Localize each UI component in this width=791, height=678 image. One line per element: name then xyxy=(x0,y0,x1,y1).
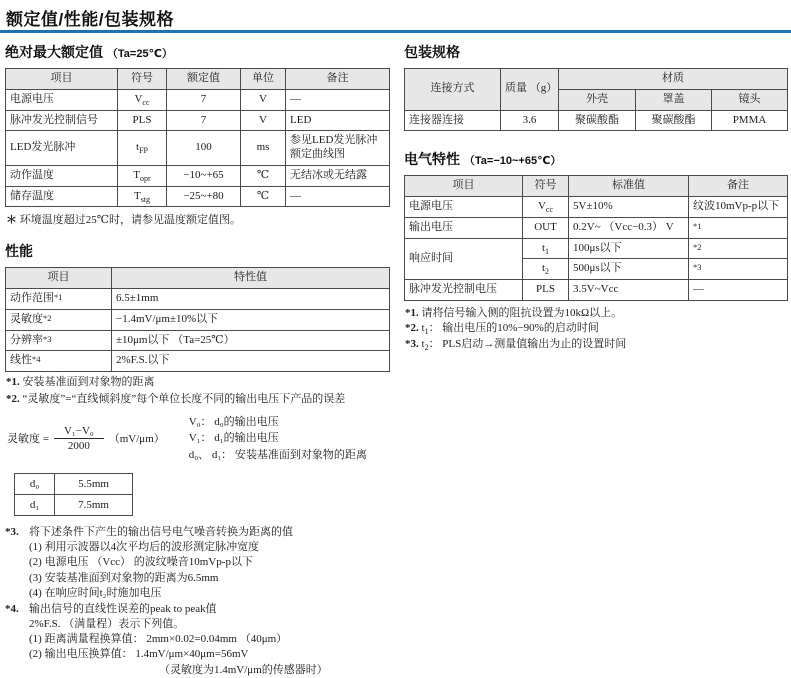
cell-value: ±10μm以下 （Ta=25℃） xyxy=(112,330,390,351)
table-row xyxy=(15,474,133,495)
column-header-mass: 质量 （g） xyxy=(501,69,559,111)
note-item: (4) 在响应时间t₂时施加电压 xyxy=(29,586,162,599)
note-item: (3) 安装基准面到对象物的距离为6.5mm xyxy=(29,571,219,584)
cell-remark: LED xyxy=(286,110,390,131)
cell-unit: V xyxy=(241,110,286,131)
cell-remark: 参见LED发光脉冲额定曲线图 xyxy=(286,131,390,166)
footnote-star: ＊ xyxy=(6,214,17,227)
table-row xyxy=(6,165,390,186)
cell-unit: V xyxy=(241,89,286,110)
formula-denominator: 2000 xyxy=(67,439,90,452)
cell-d-symbol: d₁ xyxy=(15,495,55,516)
cell-symbol: OUT xyxy=(523,217,569,238)
cell-item: 灵敏度$^{*2}$ xyxy=(6,309,112,330)
electrical-heading xyxy=(404,149,788,169)
performance-table xyxy=(5,267,390,372)
note-3-block xyxy=(5,525,389,601)
cell-rating: 100 xyxy=(167,131,241,166)
cell-value: 6.5±1mm xyxy=(112,289,390,310)
note-item: (2) 电源电压 （Vcc） 的波纹噪音10mVp-p以下 xyxy=(29,556,253,569)
cell-symbol: $t_2$ xyxy=(523,259,569,280)
table-row xyxy=(6,309,390,330)
performance-header-row xyxy=(6,268,390,289)
left-column xyxy=(5,40,389,678)
table-row xyxy=(6,110,390,131)
packaging-table xyxy=(404,68,788,131)
column-header-item: 项目 xyxy=(6,268,112,289)
table-row xyxy=(405,238,788,259)
table-row xyxy=(405,197,788,218)
cell-symbol: PLS xyxy=(523,280,569,301)
table-row xyxy=(6,330,390,351)
cell-standard: 100μs以下 xyxy=(569,238,689,259)
abs-max-heading xyxy=(5,42,389,62)
cell-symbol: $V_{cc}$ xyxy=(523,197,569,218)
right-column xyxy=(404,40,788,353)
cell-item: 脉冲发光控制电压 xyxy=(405,280,523,301)
column-header-connection: 连接方式 xyxy=(405,69,501,111)
cell-symbol: $T_{stg}$ xyxy=(118,186,167,207)
abs-max-heading-text: 绝对最大额定值 xyxy=(5,44,103,60)
cell-lens: PMMA xyxy=(712,110,788,131)
column-header-value: 特性值 xyxy=(112,268,390,289)
electrical-table xyxy=(404,175,788,301)
abs-max-header-row xyxy=(6,69,390,90)
cell-item: 电源电压 xyxy=(6,89,118,110)
perf-note-1: *1. 安装基准面到对象物的距离 xyxy=(6,376,155,388)
electrical-note-3: *3. $t_2$： PLS启动→测量值输出为止的设置时间 xyxy=(405,337,627,353)
formula-unit: （mV/μm） xyxy=(108,433,165,446)
note-ref: *4. xyxy=(5,602,19,615)
note-item: (1) 距离满量程换算值： 2mm×0.02=0.04mm （40μm） xyxy=(29,633,288,646)
cell-item: 分辨率$^{*3}$ xyxy=(6,330,112,351)
cell-symbol: $T_{opr}$ xyxy=(118,165,167,186)
note-4-block xyxy=(5,602,389,678)
cell-item: 动作范围$^{*1}$ xyxy=(6,289,112,310)
note-text: 输出信号的直线性误差的peak to peak值 xyxy=(29,602,217,615)
cell-item: 输出电压 xyxy=(405,217,523,238)
cell-item: 线性$^{*4}$ xyxy=(6,351,112,372)
table-row xyxy=(6,186,390,207)
packaging-heading: 包装规格 xyxy=(404,44,460,60)
table-row xyxy=(405,110,788,131)
distance-table xyxy=(14,473,133,516)
column-header-cover: 罩盖 xyxy=(636,89,712,110)
cell-item: 响应时间 xyxy=(405,238,523,280)
note-text: 将下述条件下产生的输出信号电气噪音转换为距离的值 xyxy=(29,526,293,539)
cell-rating: −25~+80 xyxy=(167,186,241,207)
column-header-symbol: 符号 xyxy=(118,69,167,90)
cell-symbol: $V_{cc}$ xyxy=(118,89,167,110)
cell-item: 动作温度 xyxy=(6,165,118,186)
column-header-item: 项目 xyxy=(405,176,523,197)
electrical-notes xyxy=(405,306,788,353)
cell-rating: 7 xyxy=(167,89,241,110)
cell-standard: 5V±10% xyxy=(569,197,689,218)
cell-remark: 纹波10mVp-p以下 xyxy=(689,197,788,218)
column-header-standard: 标准值 xyxy=(569,176,689,197)
cell-symbol: PLS xyxy=(118,110,167,131)
formula-fraction xyxy=(54,425,104,452)
note-item: （灵敏度为1.4mV/μm的传感器时） xyxy=(159,663,328,676)
note-ref: *3. xyxy=(5,526,19,539)
column-header-remark: 备注 xyxy=(689,176,788,197)
table-row xyxy=(15,495,133,516)
electrical-condition: （Ta=−10~+65℃） xyxy=(463,155,562,168)
cell-d-symbol: d₀ xyxy=(15,474,55,495)
cell-mass: 3.6 xyxy=(501,110,559,131)
cell-cover: 聚碳酸酯 xyxy=(636,110,712,131)
cell-standard: 500μs以下 xyxy=(569,259,689,280)
cell-value: −1.4mV/μm±10%以下 xyxy=(112,309,390,330)
note-item: (1) 利用示波器以4次平均后的波形测定脉冲宽度 xyxy=(29,541,260,554)
packaging-header-row-1 xyxy=(405,69,788,90)
cell-symbol: $t_{FP}$ xyxy=(118,131,167,166)
page-title: 额定值/性能/包装规格 xyxy=(6,10,174,29)
formula-numerator: V₁−V₀ xyxy=(54,425,104,439)
note-4-items xyxy=(29,617,389,678)
cell-remark: *1 xyxy=(689,217,788,238)
cell-rating: 7 xyxy=(167,110,241,131)
abs-max-condition: （Ta=25℃） xyxy=(106,48,173,60)
cell-remark: — xyxy=(689,280,788,301)
cell-remark: — xyxy=(286,89,390,110)
table-row xyxy=(6,289,390,310)
cell-unit: ℃ xyxy=(241,165,286,186)
column-header-lens: 镜头 xyxy=(712,89,788,110)
note-item: 2%F.S. （满量程）表示下列值。 xyxy=(29,618,185,631)
title-divider xyxy=(0,30,791,33)
table-row xyxy=(6,351,390,372)
cell-remark: 无结冰或无结露 xyxy=(286,165,390,186)
cell-rating: −10~+65 xyxy=(167,165,241,186)
column-header-symbol: 符号 xyxy=(523,176,569,197)
cell-item: 储存温度 xyxy=(6,186,118,207)
abs-max-table xyxy=(5,68,390,207)
cell-symbol: $t_1$ xyxy=(523,238,569,259)
cell-remark: — xyxy=(286,186,390,207)
cell-remark: *2 xyxy=(689,238,788,259)
cell-item: 电源电压 xyxy=(405,197,523,218)
abs-max-footnote xyxy=(6,211,389,227)
performance-heading: 性能 xyxy=(5,243,33,260)
cell-housing: 聚碳酸酯 xyxy=(559,110,636,131)
formula-lhs: 灵敏度 = xyxy=(7,433,49,446)
electrical-heading-text: 电气特性 xyxy=(404,151,460,168)
table-row xyxy=(6,131,390,166)
footnote-text: 环境温度超过25℃时，请参见温度额定值图。 xyxy=(19,214,242,227)
column-header-unit: 单位 xyxy=(241,69,286,90)
column-header-material: 材质 xyxy=(559,69,788,90)
sensitivity-formula xyxy=(7,414,389,464)
cell-remark: *3 xyxy=(689,259,788,280)
cell-standard: 0.2V~ （Vcc−0.3） V xyxy=(569,217,689,238)
cell-item: LED发光脉冲 xyxy=(6,131,118,166)
note-item: (2) 输出电压换算值： 1.4mV/μm×40μm=56mV xyxy=(29,648,249,661)
table-row xyxy=(405,217,788,238)
column-header-housing: 外壳 xyxy=(559,89,636,110)
cell-unit: ms xyxy=(241,131,286,166)
column-header-remark: 备注 xyxy=(286,69,390,90)
cell-item: 脉冲发光控制信号 xyxy=(6,110,118,131)
electrical-header-row xyxy=(405,176,788,197)
cell-unit: ℃ xyxy=(241,186,286,207)
cell-value: 2%F.S.以下 xyxy=(112,351,390,372)
cell-d-value: 5.5mm xyxy=(55,474,133,495)
electrical-note-1: *1. 请将信号输入侧的阻抗设置为10kΩ以上。 xyxy=(405,306,623,319)
cell-connection: 连接器连接 xyxy=(405,110,501,131)
perf-note-2: *2. “灵敏度”=“直线倾斜度”每个单位长度不同的输出电压下产品的误差 xyxy=(6,393,346,406)
electrical-note-2: *2. $t_1$： 输出电压的10%−90%的启动时间 xyxy=(405,322,599,337)
column-header-item: 项目 xyxy=(6,69,118,90)
cell-d-value: 7.5mm xyxy=(55,495,133,516)
formula-definitions: V₀： d₀的输出电压 V₁： d₁的输出电压 d₀、 d₁： 安装基准面到对象物的距离 xyxy=(188,415,367,461)
table-row xyxy=(6,89,390,110)
column-header-rating: 额定值 xyxy=(167,69,241,90)
table-row xyxy=(405,280,788,301)
cell-standard: 3.5V~Vcc xyxy=(569,280,689,301)
note-3-items xyxy=(29,540,389,601)
